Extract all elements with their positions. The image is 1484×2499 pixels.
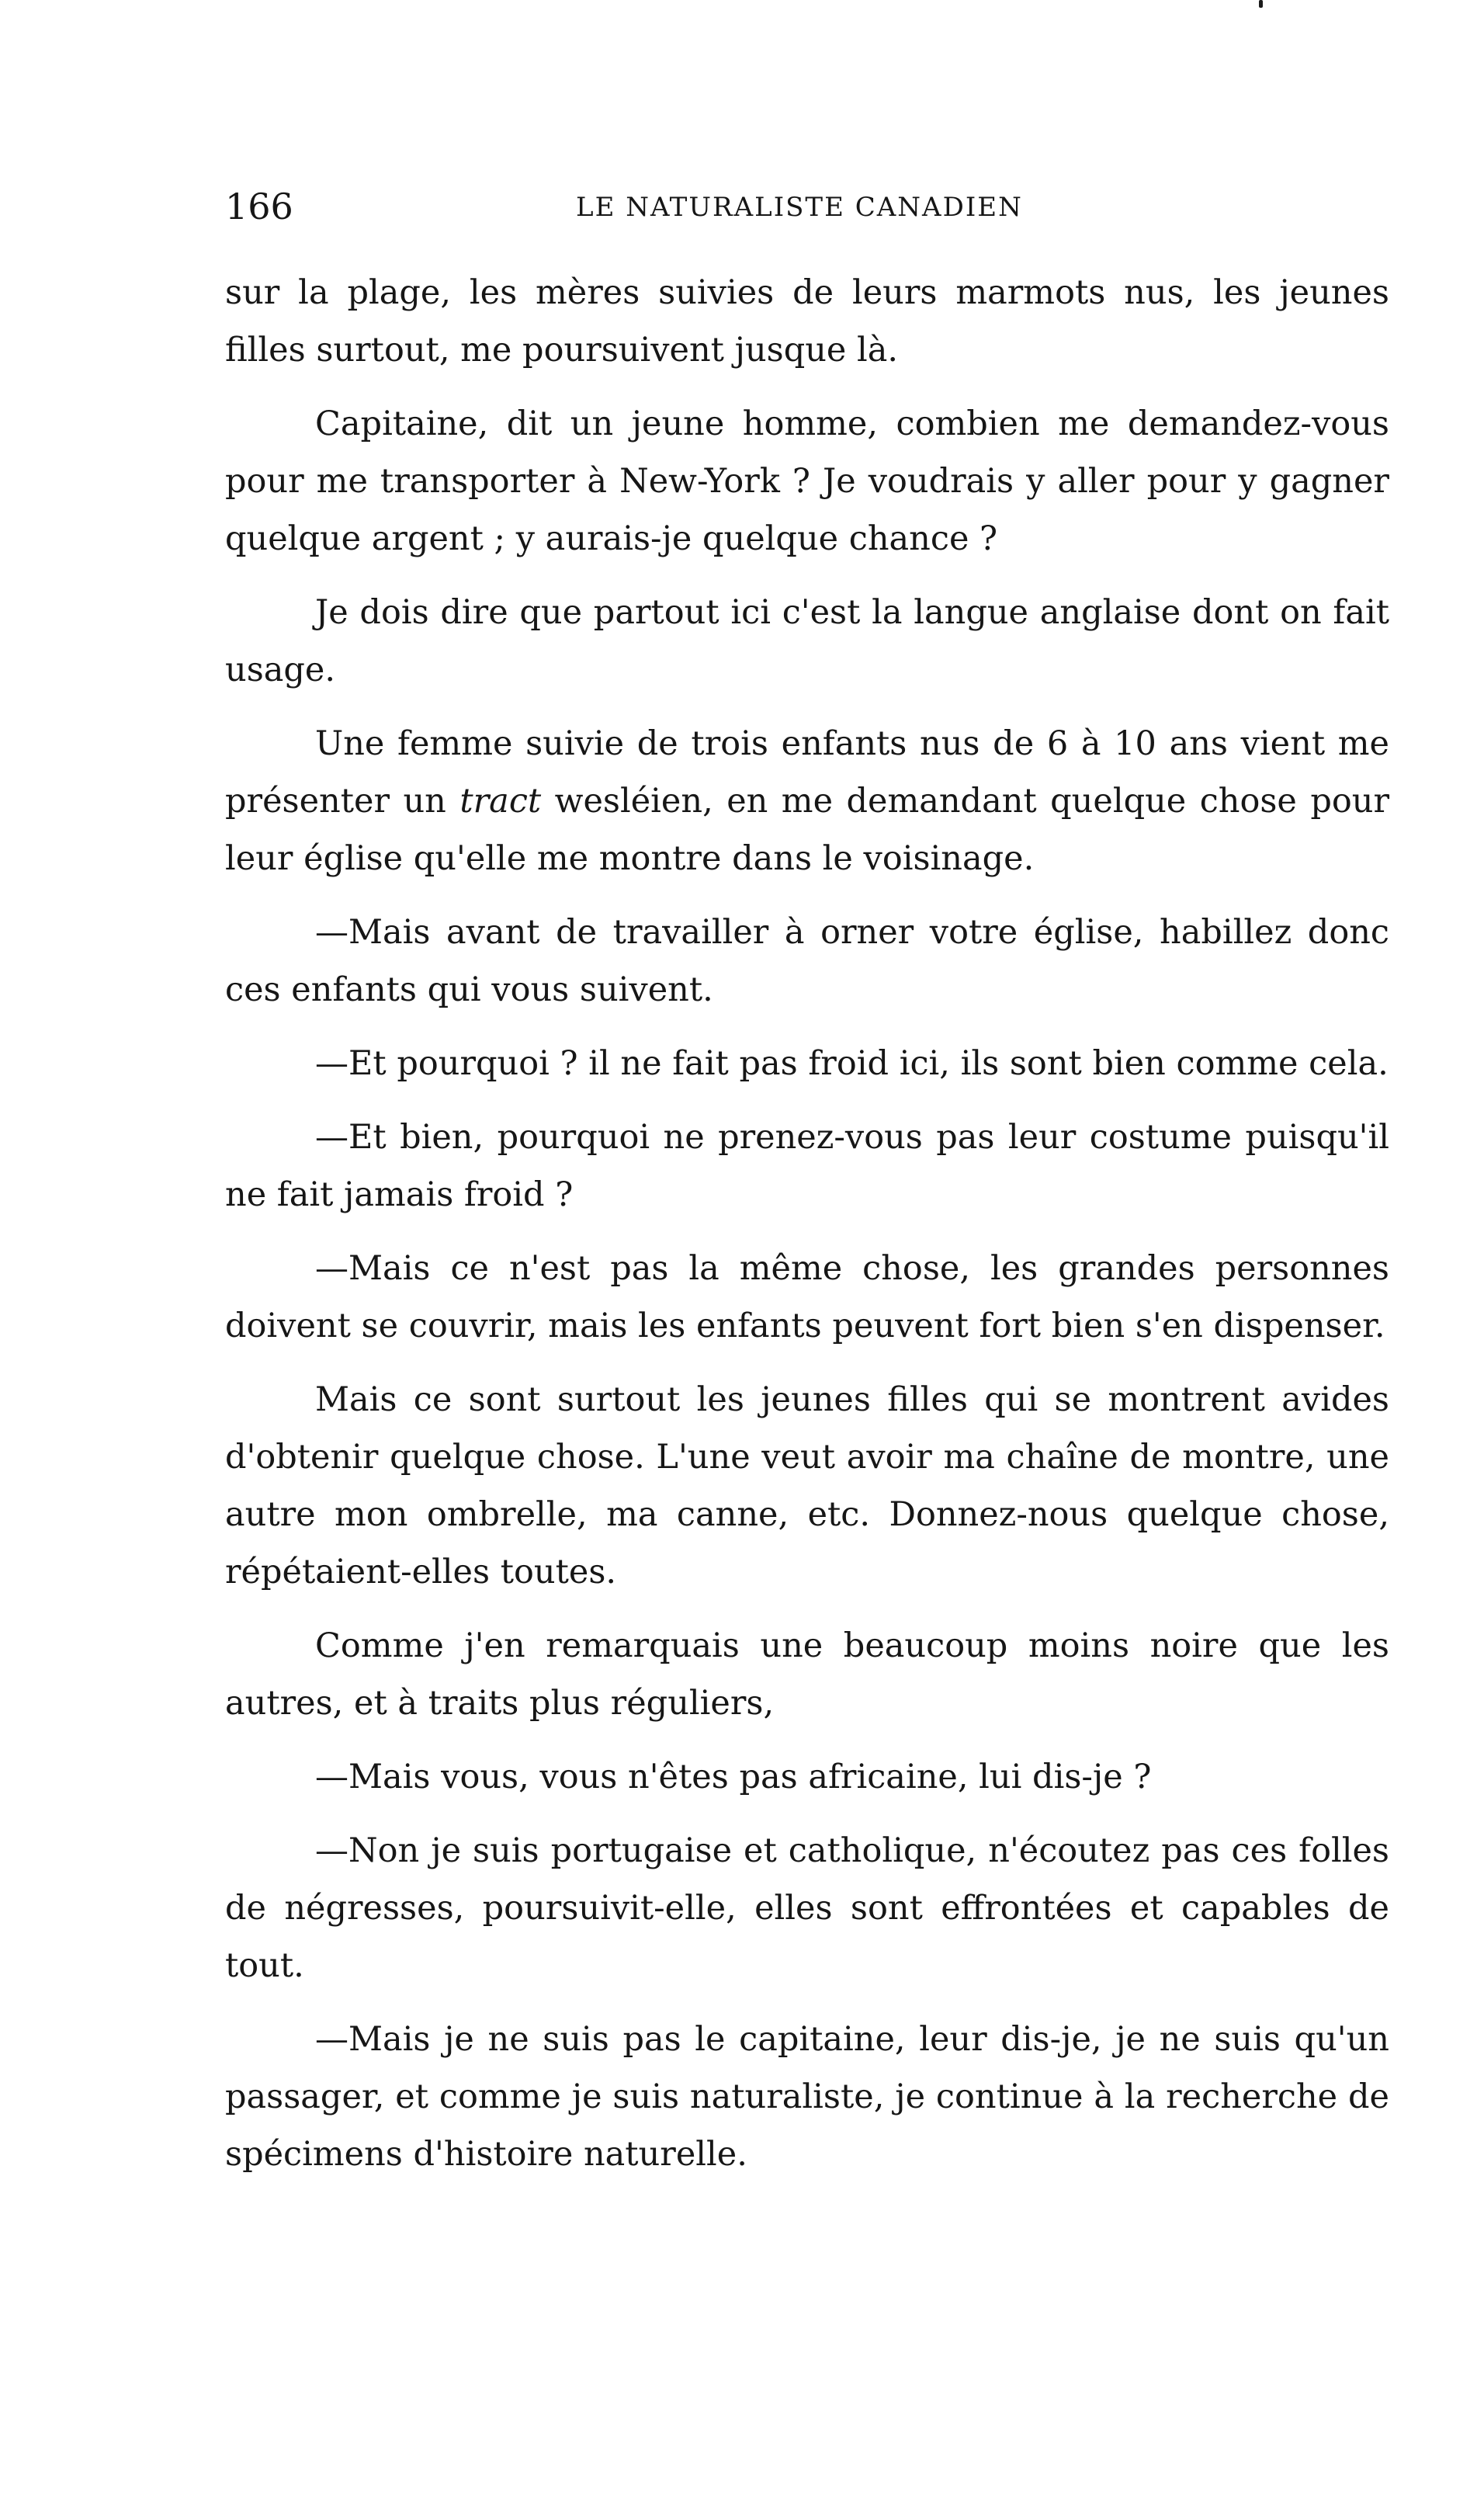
paragraph-12: —Non je suis portugaise et catholique, n'écoutez pas ces folles de négresses, poursuivit-elle, elles sont effrontées et capables de tout. [225,1831,1389,1985]
italic-term-tract: tract [459,782,542,821]
paragraph-4-part-1: Une femme suivie de trois enfants nus de 6 à 10 ans vient me présenter un [225,724,1389,821]
paragraph-11: —Mais vous, vous n'êtes pas africaine, lui dis-je ? [315,1758,1152,1796]
paragraph-4-part-2: wesléien, en me demandant quelque chose pour leur église qu'elle me montre dans le voisinage. [225,782,1390,878]
page-number: 166 [225,186,293,227]
paragraph-13: —Mais je ne suis pas le capitaine, leur dis-je, je ne suis qu'un passager, et comme je suis naturaliste, je continue à la recherche de spécimens d'histoire naturelle. [225,2020,1389,2174]
running-title: LE NATURALISTE CANADIEN [576,192,1023,223]
paragraph-10: Comme j'en remarquais une beaucoup moins noire que les autres, et à traits plus réguliers, [225,1626,1389,1723]
paragraph-8: —Mais ce n'est pas la même chose, les grandes personnes doivent se couvrir, mais les enfants peuvent fort bien s'en dispenser. [225,1249,1389,1345]
paragraph-7: —Et bien, pourquoi ne prenez-vous pas leur costume puisqu'il ne fait jamais froid ? [225,1118,1389,1214]
page-body [225,264,1389,2183]
top-ink-mark [1259,0,1263,8]
paragraph-2: Capitaine, dit un jeune homme, combien me demandez-vous pour me transporter à New-York ? Je voudrais y aller pour y gagner quelque argent ; y aurais-je quelque chance ? [225,404,1389,558]
paragraph-5: —Mais avant de travailler à orner votre église, habillez donc ces enfants qui vous suivent. [225,913,1389,1009]
paragraph-4 [225,715,1389,887]
paragraph-6: —Et pourquoi ? il ne fait pas froid ici, ils sont bien comme cela. [315,1044,1389,1083]
paragraph-1: sur la plage, les mères suivies de leurs marmots nus, les jeunes filles surtout, me poursuivent jusque là. [225,273,1389,370]
paragraph-3: Je dois dire que partout ici c'est la langue anglaise dont on fait usage. [225,593,1389,689]
paragraph-9: Mais ce sont surtout les jeunes filles qui se montrent avides d'obtenir quelque chose. L'une veut avoir ma chaîne de montre, une autre mon ombrelle, ma canne, etc. Donnez-nous quelque chose, répétaient-elles toutes. [225,1380,1389,1591]
page-header [225,183,1382,238]
